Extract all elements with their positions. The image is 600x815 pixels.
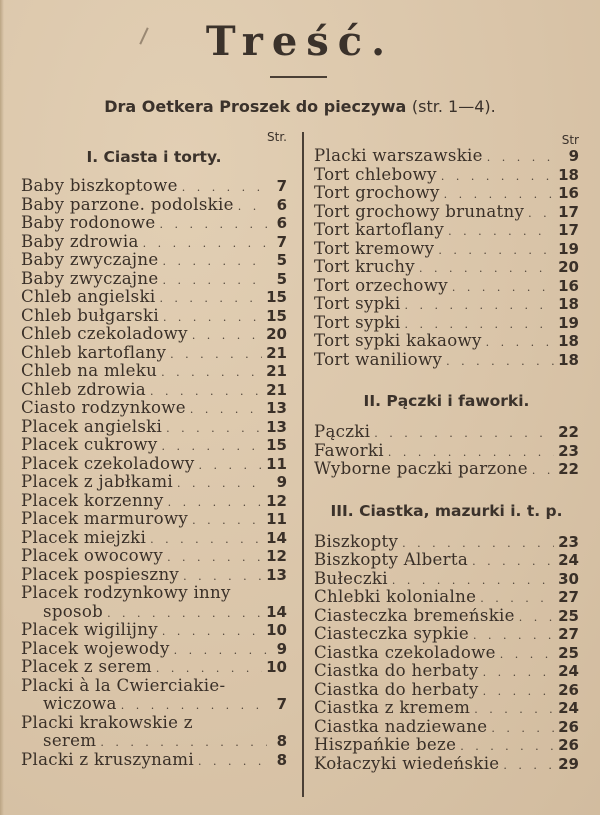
toc-entry[interactable] [314, 221, 579, 240]
entry-title: Placek wojewody [21, 638, 170, 658]
entry-page-number: 20 [266, 325, 287, 343]
entry-title: Placek angielski [21, 416, 163, 436]
toc-entry[interactable] [21, 492, 287, 511]
title-divider [270, 76, 327, 78]
entry-title: Biszkopty Alberta [314, 550, 469, 569]
toc-entry[interactable] [314, 147, 579, 166]
toc-entry[interactable] [21, 640, 287, 659]
dot-leader [503, 757, 554, 776]
entry-page-number: 8 [276, 732, 287, 750]
toc-entry-continuation[interactable] [21, 732, 287, 751]
toc-entry[interactable] [314, 203, 579, 222]
entry-title: Chleb zdrowia [21, 379, 146, 399]
entry-page-number: 13 [266, 399, 287, 417]
entry-page-number: 13 [266, 417, 287, 436]
toc-entry[interactable] [21, 566, 287, 585]
entry-title: Bułeczki [314, 568, 388, 588]
subtitle-pages: (str. 1—4). [411, 97, 496, 116]
page-edge-shadow [0, 0, 4, 815]
entry-page-number: 20 [558, 258, 579, 276]
entry-title-continued: serem [43, 731, 97, 750]
dot-leader [472, 553, 554, 572]
dot-leader [162, 272, 267, 291]
toc-entry[interactable] [21, 177, 287, 196]
entry-title: Chleb bułgarski [21, 305, 159, 325]
toc-entry[interactable] [314, 166, 579, 185]
entry-title: Placek z jabłkami [21, 472, 173, 491]
entry-page-number: 15 [266, 306, 287, 325]
entry-title: Faworki [314, 440, 384, 460]
entry-title: Tort kremowy [314, 238, 435, 258]
dot-leader [199, 457, 263, 476]
dot-leader [159, 290, 262, 309]
toc-entry[interactable] [21, 529, 287, 548]
entry-page-number: 21 [266, 362, 287, 380]
entry-title-continued: sposob [43, 601, 104, 621]
entry-title: Placek wigilijny [21, 620, 158, 639]
entry-page-number: 27 [558, 625, 579, 643]
section-heading: I. Ciasta i torty. [86, 148, 222, 166]
entry-page-number: 22 [558, 460, 579, 478]
entry-title: Tort grochowy brunatny [314, 201, 525, 221]
entry-title: Placek cukrowy [21, 435, 158, 454]
page-title: Treść. [205, 18, 395, 65]
entry-title: Baby biszkoptowe [21, 176, 178, 195]
toc-entry[interactable] [314, 240, 579, 259]
toc-entry[interactable] [21, 677, 287, 696]
toc-entry[interactable] [21, 233, 287, 252]
entry-title: Ciasteczka bremeńskie [314, 605, 515, 625]
toc-entry[interactable] [21, 325, 287, 344]
dot-leader [160, 216, 268, 235]
toc-entry[interactable] [314, 755, 579, 774]
entry-page-number: 9 [568, 147, 579, 165]
entry-page-number: 13 [266, 565, 287, 584]
dot-leader [161, 364, 262, 383]
subtitle [0, 97, 600, 116]
entry-page-number: 19 [558, 313, 579, 332]
toc-entry[interactable] [314, 442, 579, 461]
entry-page-number: 17 [558, 202, 579, 221]
toc-entry[interactable] [314, 662, 579, 681]
entry-title: Ciastka do herbaty [314, 679, 479, 699]
entry-title: Chleb na mleku [21, 361, 158, 380]
entry-page-number: 8 [276, 750, 287, 769]
toc-entry[interactable] [21, 658, 287, 677]
toc-entry[interactable] [21, 251, 287, 270]
entry-title: Chleb kartoflany [21, 342, 167, 362]
dot-leader [167, 549, 262, 568]
section-heading: III. Ciastka, mazurki i. t. p. [330, 501, 563, 520]
entry-page-number: 18 [558, 332, 579, 350]
dot-leader [500, 646, 554, 665]
dot-leader [448, 223, 554, 242]
entry-page-number: 7 [276, 695, 287, 713]
dot-leader [177, 475, 267, 494]
subtitle-main: Dra Oetkera Proszek do pieczywa [104, 97, 407, 116]
entry-title: Ciasteczka sypkie [314, 624, 469, 643]
dot-leader [190, 401, 262, 420]
dot-leader [192, 327, 262, 346]
entry-page-number: 21 [266, 380, 287, 399]
entry-page-number: 12 [266, 547, 287, 565]
entry-title: Baby parzone. podolskie [21, 194, 234, 214]
entry-title: Placki à la Cwierciakie- [21, 675, 226, 695]
entry-title: Placek czekoladowy [21, 453, 195, 473]
entry-page-number: 14 [266, 602, 287, 621]
entry-page-number: 6 [276, 195, 287, 214]
entry-page-number: 30 [558, 569, 579, 588]
entry-title: Biszkopty [314, 531, 399, 551]
toc-entry[interactable] [21, 547, 287, 566]
entry-title: Placek miejzki [21, 527, 147, 547]
entry-title: Tort grochowy [314, 183, 440, 202]
entry-page-number: 6 [276, 214, 287, 232]
entry-title: Ciastka nadziewane [314, 716, 488, 736]
toc-entry[interactable] [21, 381, 287, 400]
toc-entry[interactable] [314, 314, 579, 333]
entry-page-number: 26 [558, 717, 579, 736]
toc-entry[interactable] [314, 258, 579, 277]
entry-title: Wyborne paczki parzone [314, 459, 528, 478]
toc-entry[interactable] [314, 332, 579, 351]
entry-page-number: 9 [276, 473, 287, 491]
toc-entry[interactable] [314, 570, 579, 589]
toc-entry[interactable] [314, 184, 579, 203]
toc-entry[interactable] [314, 588, 579, 607]
entry-page-number: 21 [266, 343, 287, 362]
dot-leader [192, 512, 262, 531]
entry-title: Tort waniliowy [314, 349, 443, 369]
toc-entry[interactable] [21, 288, 287, 307]
toc-entry[interactable] [21, 455, 287, 474]
entry-title: Placek z serem [21, 657, 152, 676]
toc-entry[interactable] [21, 751, 287, 770]
dot-leader [491, 720, 554, 739]
entry-title: Baby zwyczajne [21, 268, 159, 288]
dot-leader [170, 346, 262, 365]
dot-leader [483, 664, 555, 683]
toc-entry[interactable] [21, 362, 287, 381]
toc-entry[interactable] [21, 214, 287, 233]
toc-entry[interactable] [314, 718, 579, 737]
page-column-label: Str. [267, 130, 287, 144]
toc-entry[interactable] [314, 295, 579, 314]
entry-title: Chleb angielski [21, 287, 156, 306]
entry-title: Placek korzenny [21, 490, 164, 510]
toc-entry[interactable] [314, 699, 579, 718]
column-divider [302, 132, 304, 797]
entry-title: Tort sypki kakaowy [314, 331, 482, 350]
dot-leader [405, 297, 555, 316]
entry-title: Placek owocowy [21, 546, 164, 565]
entry-title: Ciasto rodzynkowe [21, 398, 186, 417]
toc-entry[interactable] [314, 460, 579, 479]
toc-entry[interactable] [314, 551, 579, 570]
dot-leader [162, 623, 262, 642]
dot-leader [162, 253, 267, 272]
dot-leader [486, 334, 554, 353]
entry-page-number: 19 [558, 239, 579, 258]
entry-page-number: 24 [558, 551, 579, 569]
entry-page-number: 18 [558, 295, 579, 313]
dot-leader [487, 149, 559, 168]
entry-page-number: 23 [558, 532, 579, 551]
entry-title: Ciastka czekoladowe [314, 642, 496, 662]
dot-leader [374, 425, 554, 444]
entry-page-number: 26 [558, 680, 579, 699]
entry-page-number: 29 [558, 754, 579, 773]
dot-leader [238, 198, 267, 217]
entry-title: Chleb czekoladowy [21, 324, 188, 343]
entry-title: Placki krakowskie z [21, 712, 193, 732]
toc-entry[interactable] [314, 644, 579, 663]
section-heading: II. Pączki i faworki. [363, 392, 530, 410]
dot-leader [438, 242, 554, 261]
entry-page-number: 25 [558, 643, 579, 662]
entry-page-number: 10 [266, 658, 287, 676]
entry-title: Tort sypki [314, 312, 401, 332]
entry-page-number: 5 [276, 269, 287, 288]
toc-entry[interactable] [314, 607, 579, 626]
entry-page-number: 18 [558, 165, 579, 184]
entry-title: Tort kruchy [314, 257, 415, 276]
entry-page-number: 9 [276, 639, 287, 658]
toc-entry[interactable] [21, 307, 287, 326]
dot-leader [532, 462, 554, 481]
entry-title: Hiszpańkie beze [314, 735, 457, 754]
toc-entry[interactable] [314, 625, 579, 644]
entry-page-number: 7 [276, 232, 287, 251]
entry-page-number: 5 [276, 251, 287, 269]
entry-page-number: 15 [266, 288, 287, 306]
entry-page-number: 12 [266, 491, 287, 510]
entry-page-number: 18 [558, 350, 579, 369]
toc-entry[interactable] [21, 418, 287, 437]
entry-title: Placki warszawskie [314, 146, 483, 165]
toc-entry[interactable] [21, 510, 287, 529]
entry-page-number: 17 [558, 221, 579, 239]
entry-page-number: 26 [558, 736, 579, 754]
toc-entry[interactable] [314, 736, 579, 755]
dot-leader [198, 753, 267, 772]
entry-page-number: 27 [558, 588, 579, 606]
entry-title: Tort orzechowy [314, 275, 448, 295]
entry-title: Tort chlebowy [314, 164, 437, 184]
entry-page-number: 10 [266, 621, 287, 639]
dot-leader [452, 279, 554, 298]
entry-title: Ciastka do herbaty [314, 661, 479, 680]
toc-column-left [21, 130, 287, 769]
entry-page-number: 22 [558, 423, 579, 441]
entry-title: Placki z kruszynami [21, 749, 194, 769]
entry-page-number: 24 [558, 662, 579, 680]
entry-page-number: 16 [558, 276, 579, 295]
toc-entry[interactable] [314, 533, 579, 552]
toc-entry[interactable] [21, 621, 287, 640]
entry-page-number: 7 [276, 177, 287, 195]
dot-leader [528, 205, 554, 224]
toc-entry[interactable] [314, 681, 579, 700]
page-column-label: Str [561, 133, 579, 147]
dot-leader [166, 420, 262, 439]
entry-page-number: 14 [266, 528, 287, 547]
toc-entry[interactable] [21, 270, 287, 289]
toc-entry[interactable] [314, 277, 579, 296]
toc-entry[interactable] [314, 423, 579, 442]
entry-title-continued: wiczowa [43, 694, 117, 713]
entry-title: Kołaczyki wiedeńskie [314, 753, 500, 773]
dot-leader [174, 642, 267, 661]
entry-title: Ciastka z kremem [314, 698, 471, 717]
toc-entry[interactable] [21, 344, 287, 363]
entry-title: Baby zdrowia [21, 231, 139, 251]
toc-entry[interactable] [314, 351, 579, 370]
toc-entry[interactable] [21, 584, 287, 603]
dot-leader [150, 531, 262, 550]
entry-page-number: 24 [558, 699, 579, 717]
toc-entry[interactable] [21, 473, 287, 492]
dot-leader [441, 168, 554, 187]
entry-title: Pączki [314, 422, 371, 441]
entry-title: Chlebki kolonialne [314, 587, 477, 606]
toc-entry[interactable] [21, 196, 287, 215]
dot-leader [483, 683, 555, 702]
toc-entry[interactable] [21, 436, 287, 455]
entry-page-number: 15 [266, 436, 287, 454]
entry-title: Placek rodzynkowy inny [21, 583, 231, 602]
entry-page-number: 11 [266, 454, 287, 473]
entry-title: Placek pospieszny [21, 564, 180, 584]
entry-page-number: 11 [266, 510, 287, 528]
entry-title: Baby zwyczajne [21, 250, 159, 269]
toc-entry-continuation[interactable] [21, 603, 287, 622]
toc-entry-continuation[interactable] [21, 695, 287, 714]
dot-leader [446, 353, 554, 372]
toc-entry[interactable] [21, 399, 287, 418]
entry-title: Tort kartoflany [314, 220, 445, 239]
entry-title: Placek marmurowy [21, 509, 189, 528]
entry-page-number: 23 [558, 441, 579, 460]
dot-leader [519, 609, 554, 628]
dot-leader [143, 235, 267, 254]
toc-column-right [314, 133, 579, 773]
toc-entry[interactable] [21, 714, 287, 733]
entry-title: Baby rodonowe [21, 213, 156, 232]
entry-title: Tort sypki [314, 294, 401, 313]
entry-page-number: 16 [558, 184, 579, 202]
entry-page-number: 25 [558, 606, 579, 625]
